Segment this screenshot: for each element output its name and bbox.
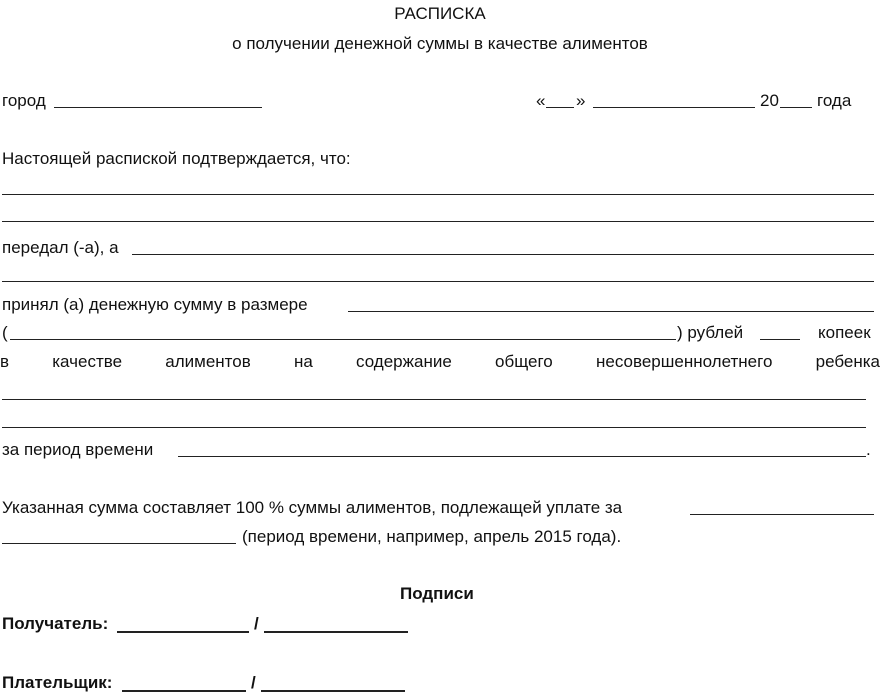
purpose-word: в (0, 352, 10, 371)
intro-text: Настоящей распиской подтверждается, что: (2, 149, 351, 168)
date-quote-close: » (576, 91, 586, 110)
amount-words-line[interactable] (10, 339, 676, 340)
purpose-text (0, 352, 880, 372)
period-label: за период времени (2, 440, 154, 459)
purpose-word: ребенка (815, 352, 880, 371)
day-field-line[interactable] (546, 107, 574, 108)
signatures-heading: Подписи (400, 584, 474, 603)
recipient-name-line-1[interactable] (132, 254, 874, 255)
purpose-word: содержание (356, 352, 452, 371)
recipient-signature-line[interactable] (117, 631, 249, 633)
year-prefix: 20 (760, 91, 779, 110)
statement-period-line-2[interactable] (2, 543, 236, 544)
year-field-line[interactable] (780, 107, 812, 108)
recipient-slash: / (254, 614, 259, 633)
document-subtitle: о получении денежной суммы в качестве алиментов (232, 34, 648, 53)
recipient-name-sign-line[interactable] (264, 631, 408, 633)
kopecks-label: копеек (818, 323, 871, 342)
month-field-line[interactable] (593, 107, 755, 108)
payer-signature-line[interactable] (122, 690, 246, 692)
child-name-line-1[interactable] (2, 399, 866, 400)
transferred-label: передал (-а), а (2, 238, 119, 257)
received-label: принял (а) денежную сумму в размере (2, 295, 308, 314)
city-field-line[interactable] (54, 107, 262, 108)
date-quote-open: « (536, 91, 546, 110)
purpose-word: общего (495, 352, 553, 371)
statement-period-line-1[interactable] (690, 514, 874, 515)
recipient-label: Получатель: (2, 614, 109, 633)
purpose-word: алиментов (165, 352, 251, 371)
purpose-word: на (293, 352, 313, 371)
amount-statement: Указанная сумма составляет 100 % суммы алиментов, подлежащей уплате за (2, 498, 623, 517)
period-end: . (866, 440, 871, 459)
purpose-word: несовершеннолетнего (595, 352, 773, 371)
payer-label: Плательщик: (2, 673, 113, 692)
paren-open: ( (2, 323, 8, 342)
period-field-line[interactable] (178, 456, 866, 457)
amount-note: (период времени, например, апрель 2015 года). (242, 527, 622, 546)
city-label: город (2, 91, 46, 110)
payer-name-sign-line[interactable] (261, 690, 405, 692)
recipient-name-line-2[interactable] (2, 281, 874, 282)
payer-name-line-2[interactable] (2, 221, 874, 222)
child-name-line-2[interactable] (2, 427, 866, 428)
payer-name-line-1[interactable] (2, 194, 874, 195)
amount-digits-line[interactable] (348, 311, 874, 312)
document-title: РАСПИСКА (394, 4, 486, 23)
payer-slash: / (251, 673, 256, 692)
year-suffix: года (817, 91, 852, 110)
kopecks-field-line[interactable] (760, 339, 800, 340)
rubles-label: ) рублей (677, 323, 744, 342)
purpose-word: качестве (52, 352, 123, 371)
